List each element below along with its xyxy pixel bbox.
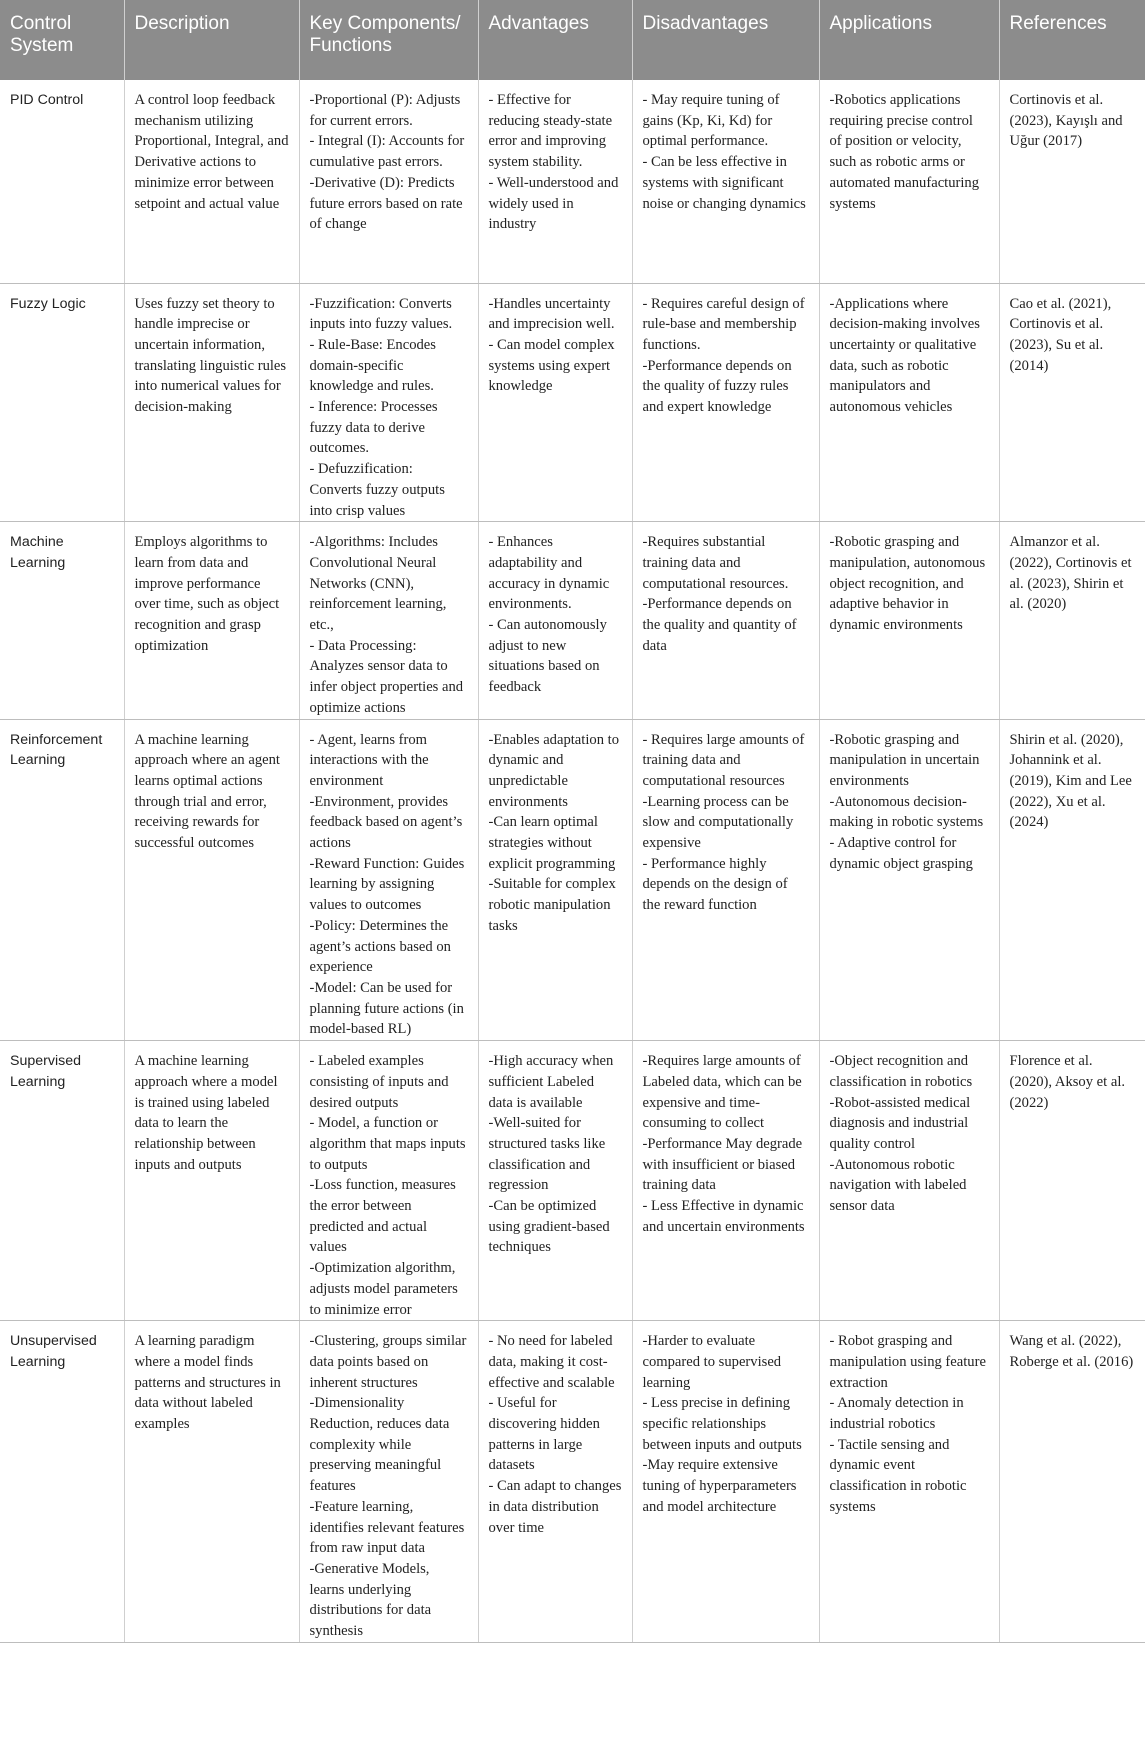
cell-advantages xyxy=(478,719,632,1041)
cell-line: -Proportional (P): Adjusts for current errors. xyxy=(309,92,461,129)
cell-line: - Defuzzification: Converts fuzzy outputs into crisp values xyxy=(309,461,445,519)
cell-key-components xyxy=(299,283,478,522)
cell-line: -Suitable for complex robotic manipulation tasks xyxy=(488,876,616,934)
cell-applications xyxy=(819,283,999,522)
cell-control-system: Supervised Learning xyxy=(0,1041,124,1321)
header-control-system: Control System xyxy=(0,0,124,80)
cell-line: - Can model complex systems using expert knowledge xyxy=(488,336,615,395)
cell-line: - Well-understood and widely used in industry xyxy=(488,174,619,233)
cell-references: Almanzor et al. (2022), Cortinovis et al. (2023), Shirin et al. (2020) xyxy=(999,522,1145,719)
cell-description: A learning paradigm where a model finds patterns and structures in data without labeled examples xyxy=(124,1321,299,1643)
cell-line: -Feature learning, identifies relevant features from raw input data xyxy=(309,1498,465,1557)
table-row xyxy=(0,1041,1145,1321)
cell-line: -High accuracy when sufficient Labeled data is available xyxy=(488,1053,614,1111)
cell-line: -Robotic grasping and manipulation in uncertain environments xyxy=(829,731,980,789)
cell-disadvantages xyxy=(632,522,819,719)
header-references: References xyxy=(999,0,1145,80)
cell-advantages xyxy=(478,522,632,719)
header-applications: Applications xyxy=(819,0,999,80)
cell-line: -Well-suited for structured tasks like classification and regression xyxy=(488,1115,606,1194)
cell-line: - May require tuning of gains (Kp, Ki, Kd) for optimal performance. xyxy=(642,92,780,150)
cell-line: - Can adapt to changes in data distribution over time xyxy=(488,1478,622,1536)
cell-description: A machine learning approach where an agent learns optimal actions through trial and error, receiving rewards for successful outcomes xyxy=(124,719,299,1041)
table-row xyxy=(0,283,1145,522)
cell-advantages xyxy=(478,283,632,522)
cell-line: -Requires large amounts of Labeled data, which can be expensive and time-consuming to collect xyxy=(642,1053,802,1132)
header-row xyxy=(0,0,1145,80)
cell-applications xyxy=(819,719,999,1041)
cell-line: - Useful for discovering hidden patterns in large datasets xyxy=(488,1395,600,1474)
cell-line: -Optimization algorithm, adjusts model parameters to minimize error xyxy=(309,1260,458,1318)
table-row xyxy=(0,522,1145,719)
cell-line: -Algorithms: Includes Convolutional Neural Networks (CNN), reinforcement learning, etc., xyxy=(309,534,447,634)
cell-applications xyxy=(819,1321,999,1643)
cell-line: -Clustering, groups similar data points based on inherent structures xyxy=(309,1333,467,1391)
cell-line: - Tactile sensing and dynamic event classification in robotic systems xyxy=(829,1436,967,1515)
cell-key-components xyxy=(299,1321,478,1643)
cell-line: -May require extensive tuning of hyperparameters and model architecture xyxy=(642,1457,797,1515)
cell-line: - Inference: Processes fuzzy data to derive outcomes. xyxy=(309,399,438,457)
cell-description: A control loop feedback mechanism utilizing Proportional, Integral, and Derivative actions to minimize error between setpoint and actual value xyxy=(124,80,299,283)
cell-line: -Reward Function: Guides learning by assigning values to outcomes xyxy=(309,855,465,914)
cell-key-components xyxy=(299,719,478,1041)
cell-line: -Robot-assisted medical diagnosis and industrial quality control xyxy=(829,1094,971,1152)
cell-key-components xyxy=(299,522,478,719)
cell-references: Cao et al. (2021), Cortinovis et al. (2023), Su et al. (2014) xyxy=(999,283,1145,522)
cell-line: - Model, a function or algorithm that maps inputs to outputs xyxy=(309,1115,466,1173)
cell-line: - Less precise in defining specific relationships between inputs and outputs xyxy=(642,1395,802,1453)
cell-line: -Learning process can be slow and computationally expensive xyxy=(642,793,794,852)
cell-line: - Data Processing: Analyzes sensor data to infer object properties and optimize actions xyxy=(309,637,464,716)
table-row xyxy=(0,80,1145,283)
table-row xyxy=(0,719,1145,1041)
header-advantages: Advantages xyxy=(478,0,632,80)
cell-line: -Model: Can be used for planning future actions (in model-based RL) xyxy=(309,980,464,1038)
cell-references: Cortinovis et al. (2023), Kayışlı and Uğur (2017) xyxy=(999,80,1145,283)
cell-line: - Rule-Base: Encodes domain-specific knowledge and rules. xyxy=(309,336,436,395)
header-disadvantages: Disadvantages xyxy=(632,0,819,80)
cell-disadvantages xyxy=(632,80,819,283)
header-key-components: Key Components/ Functions xyxy=(299,0,478,80)
cell-key-components xyxy=(299,1041,478,1321)
table-body xyxy=(0,80,1145,1642)
cell-line: -Performance depends on the quality of fuzzy rules and expert knowledge xyxy=(642,357,792,416)
cell-advantages xyxy=(478,1041,632,1321)
cell-references: Shirin et al. (2020), Johannink et al. (2019), Kim and Lee (2022), Xu et al. (2024) xyxy=(999,719,1145,1041)
cell-line: -Performance May degrade with insufficient or biased training data xyxy=(642,1135,803,1194)
cell-line: -Requires substantial training data and computational resources. xyxy=(642,534,789,592)
cell-line: - Enhances adaptability and accuracy in dynamic environments. xyxy=(488,534,610,613)
cell-line: - Can autonomously adjust to new situations based on feedback xyxy=(488,617,607,696)
cell-line: - Can be less effective in systems with significant noise or changing dynamics xyxy=(642,154,806,212)
cell-line: -Loss function, measures the error between predicted and actual values xyxy=(309,1177,456,1256)
cell-references: Wang et al. (2022), Roberge et al. (2016) xyxy=(999,1321,1145,1643)
cell-disadvantages xyxy=(632,1041,819,1321)
cell-control-system: Reinforcement Learning xyxy=(0,719,124,1041)
cell-line: -Dimensionality Reduction, reduces data complexity while preserving meaningful features xyxy=(309,1395,450,1495)
cell-line: - Effective for reducing steady-state error and improving system stability. xyxy=(488,92,613,171)
cell-line: - Less Effective in dynamic and uncertain environments xyxy=(642,1198,805,1235)
cell-line: - Adaptive control for dynamic object grasping xyxy=(829,835,973,872)
cell-disadvantages xyxy=(632,1321,819,1643)
cell-line: - Performance highly depends on the design of the reward function xyxy=(642,855,788,914)
cell-line: - Integral (I): Accounts for cumulative past errors. xyxy=(309,133,465,171)
cell-line: -Applications where decision-making involves uncertainty or qualitative data, such as robotic manipulators and autonomous vehicles xyxy=(829,295,980,416)
cell-advantages xyxy=(478,1321,632,1643)
cell-description: Employs algorithms to learn from data and improve performance over time, such as object recognition and grasp optimization xyxy=(124,522,299,719)
cell-line: -Robotics applications requiring precise control of position or velocity, such as robotic arms or automated manufacturing systems xyxy=(829,92,980,212)
cell-line: -Handles uncertainty and imprecision well. xyxy=(488,295,615,333)
cell-line: -Environment, provides feedback based on agent’s actions xyxy=(309,793,463,852)
cell-line: -Derivative (D): Predicts future errors based on rate of change xyxy=(309,174,463,233)
cell-line: -Object recognition and classification in robotics xyxy=(829,1053,973,1090)
cell-line: -Enables adaptation to dynamic and unpredictable environments xyxy=(488,731,619,810)
cell-line: - Requires careful design of rule-base and membership functions. xyxy=(642,295,805,353)
cell-line: - Requires large amounts of training data and computational resources xyxy=(642,731,805,789)
cell-line: - Robot grasping and manipulation using feature extraction xyxy=(829,1333,986,1391)
cell-line: -Autonomous decision-making in robotic systems xyxy=(829,793,984,831)
cell-control-system: Unsupervised Learning xyxy=(0,1321,124,1643)
cell-line: - Anomaly detection in industrial robotics xyxy=(829,1395,964,1433)
cell-key-components xyxy=(299,80,478,283)
cell-references: Florence et al. (2020), Aksoy et al. (2022) xyxy=(999,1041,1145,1321)
cell-line: - Agent, learns from interactions with the environment xyxy=(309,731,429,789)
cell-disadvantages xyxy=(632,719,819,1041)
header-description: Description xyxy=(124,0,299,80)
cell-line: -Can be optimized using gradient-based techniques xyxy=(488,1198,610,1256)
cell-line: -Autonomous robotic navigation with labeled sensor data xyxy=(829,1156,967,1215)
cell-applications xyxy=(819,1041,999,1321)
cell-line: -Generative Models, learns underlying distributions for data synthesis xyxy=(309,1560,432,1640)
cell-disadvantages xyxy=(632,283,819,522)
cell-line: -Fuzzification: Converts inputs into fuzzy values. xyxy=(309,295,453,333)
cell-advantages xyxy=(478,80,632,283)
cell-control-system: Machine Learning xyxy=(0,522,124,719)
cell-line: -Policy: Determines the agent’s actions based on experience xyxy=(309,917,451,976)
cell-description: A machine learning approach where a model is trained using labeled data to learn the relationship between inputs and outputs xyxy=(124,1041,299,1321)
cell-applications xyxy=(819,80,999,283)
cell-applications xyxy=(819,522,999,719)
cell-line: -Harder to evaluate compared to supervised learning xyxy=(642,1333,782,1391)
cell-line: -Performance depends on the quality and quantity of data xyxy=(642,596,797,654)
cell-line: - No need for labeled data, making it cost-effective and scalable xyxy=(488,1333,615,1391)
cell-line: - Labeled examples consisting of inputs and desired outputs xyxy=(309,1053,449,1111)
cell-control-system: PID Control xyxy=(0,80,124,283)
cell-line: -Can learn optimal strategies without explicit programming xyxy=(488,814,616,872)
cell-line: -Robotic grasping and manipulation, autonomous object recognition, and adaptive behavior in dynamic environments xyxy=(829,534,986,634)
table-row xyxy=(0,1321,1145,1643)
cell-control-system: Fuzzy Logic xyxy=(0,283,124,522)
cell-description: Uses fuzzy set theory to handle imprecise or uncertain information, translating linguistic rules into numerical values for decision-making xyxy=(124,283,299,522)
